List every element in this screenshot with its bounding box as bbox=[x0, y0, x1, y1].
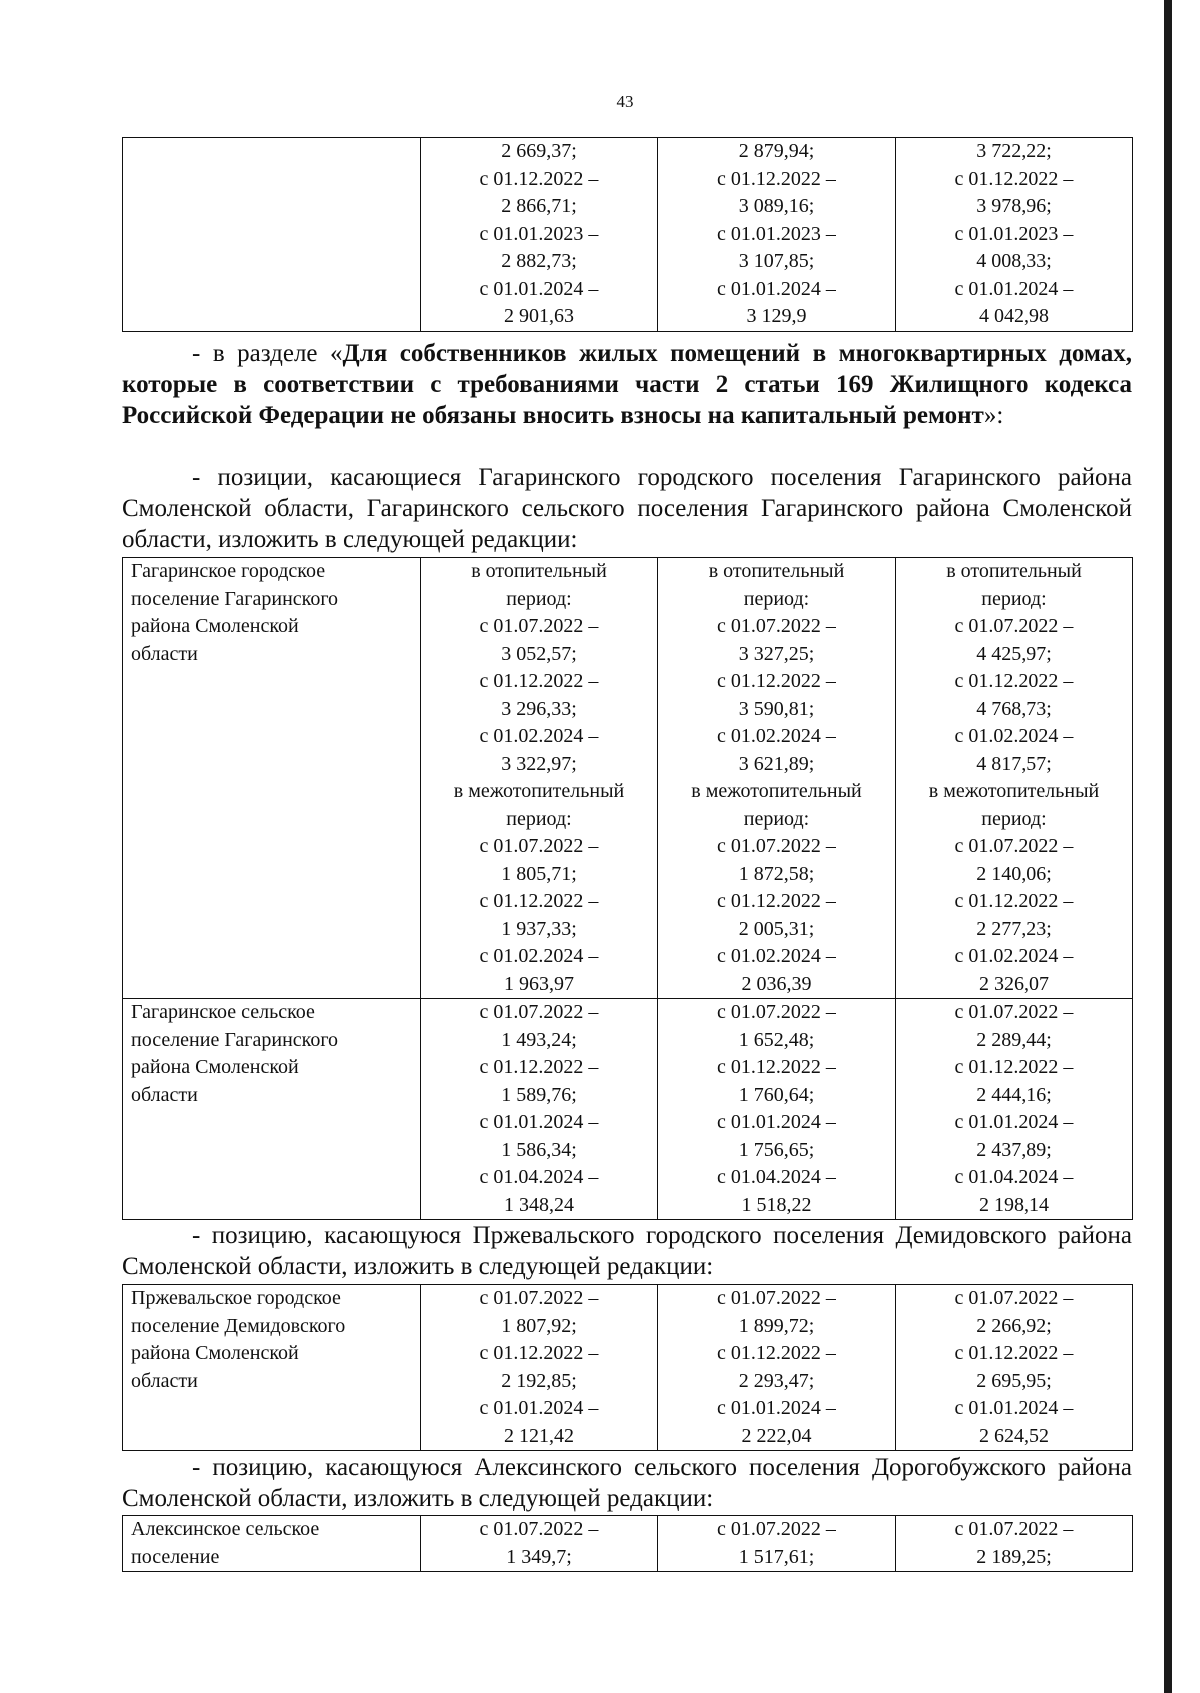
settlement-name-cell bbox=[123, 1285, 421, 1451]
settlement-name: Гагаринское сельское поселение Гагаринского района Смоленской области bbox=[131, 1001, 339, 1106]
value-cell: с 01.07.2022 – 1 807,92; с 01.12.2022 – 2 192,85; с 01.01.2024 – 2 121,42 bbox=[421, 1285, 658, 1451]
value-cell: с 01.07.2022 – 1 349,7; bbox=[421, 1516, 658, 1572]
table-row bbox=[123, 558, 1133, 999]
table-row bbox=[123, 999, 1133, 1220]
section-prefix: - в разделе « bbox=[192, 340, 343, 367]
gagarin-tariff-table bbox=[122, 557, 1133, 1220]
value-cell: с 01.07.2022 – 1 899,72; с 01.12.2022 – 2 293,47; с 01.01.2024 – 2 222,04 bbox=[658, 1285, 896, 1451]
scan-edge-shadow bbox=[1164, 0, 1172, 1693]
value-cell: 2 669,37; с 01.12.2022 – 2 866,71; с 01.01.2023 – 2 882,73; с 01.01.2024 – 2 901,63 bbox=[421, 138, 658, 332]
settlement-name: Гагаринское городское поселение Гагаринского района Смоленской области bbox=[131, 560, 339, 665]
value-cell: 2 879,94; с 01.12.2022 – 3 089,16; с 01.01.2023 – 3 107,85; с 01.01.2024 – 3 129,9 bbox=[658, 138, 896, 332]
aleksino-paragraph: - позицию, касающуюся Алексинского сельского поселения Дорогобужского района Смоленской области, изложить в следующей редакции: bbox=[122, 1454, 1132, 1512]
value-cell: с 01.07.2022 – 2 189,25; bbox=[896, 1516, 1133, 1572]
aleksino-tariff-table bbox=[122, 1515, 1133, 1572]
settlement-name-cell bbox=[123, 999, 421, 1220]
page-number: 43 bbox=[616, 92, 634, 111]
przhevalsk-tariff-table bbox=[122, 1284, 1133, 1451]
value-cell: в отопительный период: с 01.07.2022 – 3 327,25; с 01.12.2022 – 3 590,81; с 01.02.2024 – 3 621,89; в межотопительный период: с 01.07.2022 – 1 872,58; с 01.12.2022 – 2 005,31; с 01.02.2024 – 2 036,39 bbox=[658, 558, 896, 999]
settlement-name-cell bbox=[123, 1516, 421, 1572]
table-row bbox=[123, 1516, 1133, 1572]
gagarin-paragraph: - позиции, касающиеся Гагаринского городского поселения Гагаринского района Смоленской области, Гагаринского сельского поселения Гагаринского района Смоленской области, изложить в следующей редакции: bbox=[122, 464, 1132, 553]
settlement-name: Пржевальское городское поселение Демидовского района Смоленской области bbox=[131, 1287, 346, 1392]
name-cell-empty bbox=[123, 138, 421, 332]
przhevalsk-paragraph: - позицию, касающуюся Пржевальского городского поселения Демидовского района Смоленской области, изложить в следующей редакции: bbox=[122, 1222, 1132, 1280]
value-cell: в отопительный период: с 01.07.2022 – 3 052,57; с 01.12.2022 – 3 296,33; с 01.02.2024 – 3 322,97; в межотопительный период: с 01.07.2022 – 1 805,71; с 01.12.2022 – 1 937,33; с 01.02.2024 – 1 963,97 bbox=[421, 558, 658, 999]
settlement-name: Алексинское сельское поселение bbox=[131, 1518, 320, 1568]
tariff-table-continued bbox=[122, 137, 1133, 332]
section-paragraph bbox=[122, 338, 1132, 431]
value-cell: с 01.07.2022 – 2 289,44; с 01.12.2022 – 2 444,16; с 01.01.2024 – 2 437,89; с 01.04.2024 – 2 198,14 bbox=[896, 999, 1133, 1220]
section-title: Для собственников жилых помещений в многоквартирных домах, которые в соответствии с требованиями части 2 статьи 169 Жилищного кодекса Российской Федерации не обязаны вносить взносы на капитальный ремонт bbox=[122, 340, 1133, 429]
value-cell: 3 722,22; с 01.12.2022 – 3 978,96; с 01.01.2023 – 4 008,33; с 01.01.2024 – 4 042,98 bbox=[896, 138, 1133, 332]
value-cell: с 01.07.2022 – 1 652,48; с 01.12.2022 – 1 760,64; с 01.01.2024 – 1 756,65; с 01.04.2024 – 1 518,22 bbox=[658, 999, 896, 1220]
section-suffix: »: bbox=[983, 402, 1004, 429]
settlement-name-cell bbox=[123, 558, 421, 999]
table-row bbox=[123, 1285, 1133, 1451]
value-cell: с 01.07.2022 – 2 266,92; с 01.12.2022 – 2 695,95; с 01.01.2024 – 2 624,52 bbox=[896, 1285, 1133, 1451]
table-row bbox=[123, 138, 1133, 332]
value-cell: с 01.07.2022 – 1 493,24; с 01.12.2022 – 1 589,76; с 01.01.2024 – 1 586,34; с 01.04.2024 – 1 348,24 bbox=[421, 999, 658, 1220]
value-cell: в отопительный период: с 01.07.2022 – 4 425,97; с 01.12.2022 – 4 768,73; с 01.02.2024 – 4 817,57; в межотопительный период: с 01.07.2022 – 2 140,06; с 01.12.2022 – 2 277,23; с 01.02.2024 – 2 326,07 bbox=[896, 558, 1133, 999]
value-cell: с 01.07.2022 – 1 517,61; bbox=[658, 1516, 896, 1572]
